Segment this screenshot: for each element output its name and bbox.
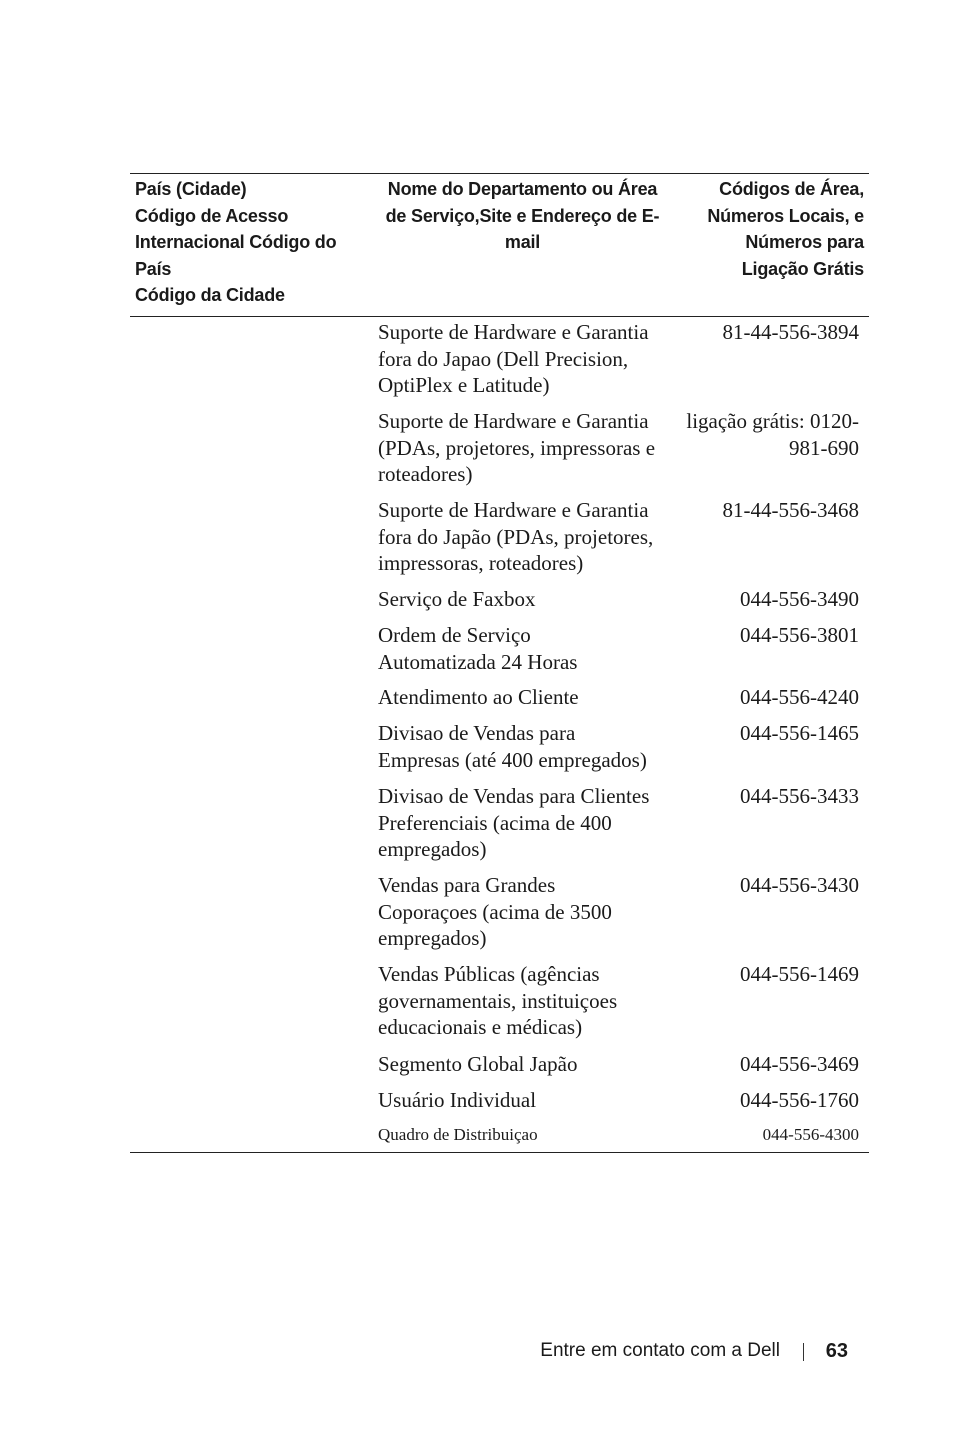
- department-cell: Suporte de Hardware e Garantia (PDAs, projetores, impressoras e roteadores): [378, 409, 656, 486]
- footer-separator: [803, 1343, 804, 1361]
- phone-cell: 044-556-3433: [740, 784, 859, 808]
- phone-cell: 81-44-556-3468: [722, 498, 859, 522]
- phone-cell: 044-556-4300: [762, 1125, 859, 1144]
- department-cell: Quadro de Distribuiçao: [378, 1125, 538, 1144]
- department-cell: Usuário Individual: [378, 1088, 537, 1112]
- phone-cell: 044-556-1465: [740, 721, 859, 745]
- phone-cell: 81-44-556-3894: [722, 320, 859, 344]
- department-cell: Suporte de Hardware e Garantia fora do Japão (PDAs, projetores, impressoras, roteadores): [378, 498, 654, 575]
- department-cell: Suporte de Hardware e Garantia fora do Japao (Dell Precision, OptiPlex e Latitude): [378, 320, 649, 397]
- phone-cell: 044-556-3801: [740, 623, 859, 647]
- department-cell: Divisao de Vendas para Empresas (até 400 empregados): [378, 721, 647, 772]
- department-cell: Vendas Públicas (agências governamentais, instituiçoes educacionais e médicas): [378, 962, 618, 1039]
- department-cell: Serviço de Faxbox: [378, 587, 536, 611]
- department-cell: Segmento Global Japão: [378, 1052, 578, 1076]
- table-bottom-rule: [130, 1152, 869, 1153]
- table-top-rule: [130, 173, 869, 174]
- page-number: 63: [825, 1340, 848, 1362]
- phone-cell: 044-556-3490: [740, 587, 859, 611]
- phone-cell: 044-556-3469: [740, 1052, 859, 1076]
- department-cell: Ordem de Serviço Automatizada 24 Horas: [378, 623, 578, 674]
- header-rule: [130, 316, 869, 317]
- department-cell: Atendimento ao Cliente: [378, 685, 579, 709]
- page-footer: [400, 1338, 848, 1366]
- phone-cell: 044-556-1760: [740, 1088, 859, 1112]
- phone-cell: 044-556-1469: [740, 962, 859, 986]
- header-phone-numbers: Códigos de Área, Números Locais, e Números para Ligação Grátis: [707, 179, 864, 279]
- phone-cell: ligação grátis: 0120- 981-690: [686, 409, 859, 460]
- header-country-codes: País (Cidade) Código de Acesso Internacional Código do País Código da Cidade: [135, 179, 337, 305]
- phone-cell: 044-556-4240: [740, 685, 859, 709]
- phone-cell: 044-556-3430: [740, 873, 859, 897]
- footer-section-title: Entre em contato com a Dell: [540, 1340, 780, 1361]
- header-department: Nome do Departamento ou Área de Serviço,Site e Endereço de E- mail: [385, 179, 660, 252]
- department-cell: Vendas para Grandes Coporaçoes (acima de 3500 empregados): [378, 873, 612, 950]
- department-cell: Divisao de Vendas para Clientes Preferenciais (acima de 400 empregados): [378, 784, 650, 861]
